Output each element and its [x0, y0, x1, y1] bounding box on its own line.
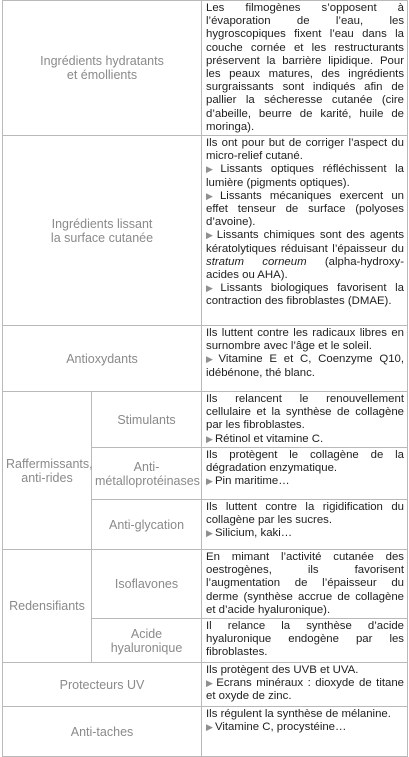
list-item: ▶ Silicium, kaki… — [206, 527, 293, 540]
description-protecteurs-uv: Ils protègent des UVB et UVA. ▶ Ecrans minéraux : dioxyde de titane et oxyde de zinc. — [202, 663, 408, 707]
list-item: ▶ Ecrans minéraux : dioxyde de titane et oxyde de zinc. — [206, 677, 405, 703]
description-anti-glycation: Ils luttent contre la rigidification du collagène par les sucres. ▶ Silicium, kaki… — [202, 500, 408, 550]
description-anti-taches: Ils régulent la synthèse de mélanine. ▶ Vitamine C, procystéine… — [202, 707, 408, 757]
list-item: ▶ Rétinol et vitamine C. — [206, 432, 324, 445]
category-stimulants: Stimulants — [92, 392, 202, 448]
category-anti-glycation: Anti-glycation — [92, 500, 202, 550]
list-item: ▶ Vitamine C, procystéine… — [206, 721, 347, 734]
table-row — [3, 392, 408, 448]
description-antioxydants: Ils luttent contre les radicaux libres en surnombre avec l’âge et le soleil. ▶ Vitamine E et C, Coenzyme Q10, idébénone, thé blanc. — [202, 326, 408, 392]
description-hydratants: Les filmogènes s’opposent à l’évaporation de l’eau, les hygroscopiques fixent l’eau dans la couche cornée et les restructurants préservent la barrière lipidique. Pour les peaux matures, des ingrédients surgraissants sont indiqués afin de pallier la sécheresse cutanée (cire d’abeille, beurre de karité, huile de moringa). — [202, 1, 408, 136]
table-row — [3, 136, 408, 326]
description-acide-hyaluronique: Il relance la synthèse d’acide hyaluronique endogène par les fibroblastes. — [202, 619, 408, 663]
ingredients-table — [2, 0, 408, 757]
table-row — [3, 663, 408, 707]
group-raffermissants: Raffermissants, anti-rides — [3, 392, 92, 550]
list-item: ▶ Pin maritime… — [206, 475, 290, 488]
category-isoflavones: Isoflavones — [92, 550, 202, 619]
triangle-right-icon: ▶ — [206, 190, 218, 201]
category-lissant: Ingrédients lissant la surface cutanée — [3, 136, 202, 326]
triangle-right-icon: ▶ — [206, 164, 219, 175]
table-row — [3, 326, 408, 392]
triangle-right-icon: ▶ — [206, 433, 213, 444]
category-anti-taches: Anti-taches — [3, 707, 202, 757]
list-item: ▶ Lissants optiques réfléchissent la lumière (pigments optiques). — [206, 163, 405, 189]
list-item: ▶ Vitamine E et C, Coenzyme Q10, idébénone, thé blanc. — [206, 353, 405, 379]
category-hydratants: Ingrédients hydratants et émollients — [3, 1, 202, 136]
triangle-right-icon: ▶ — [206, 230, 215, 241]
triangle-right-icon: ▶ — [206, 283, 219, 294]
list-item: ▶ Lissants mécaniques exercent un effet tenseur de surface (polyoses d’avoine). — [206, 189, 405, 229]
table-row — [3, 550, 408, 619]
category-anti-metalloproteinases: Anti- métalloprotéinases — [92, 448, 202, 500]
triangle-right-icon: ▶ — [206, 722, 213, 733]
category-acide-hyaluronique: Acide hyaluronique — [92, 619, 202, 663]
table-row — [3, 1, 408, 136]
description-anti-metalloproteinases: Ils protègent le collagène de la dégradation enzymatique. ▶ Pin maritime… — [202, 448, 408, 500]
list-item: ▶ Lissants biologiques favorisent la contraction des fibroblastes (DMAE). — [206, 282, 405, 308]
table-row — [3, 707, 408, 757]
description-isoflavones: En mimant l’activité cutanée des oestrogènes, ils favorisent l’augmentation de l’épaisseur du derme (synthèse accrue de collagène et d’acide hyaluronique). — [202, 550, 408, 619]
list-item: ▶ Lissants chimiques sont des agents kératolytiques réduisant l’épaisseur du stratum corneum (alpha-hydroxy-acides ou AHA). — [206, 229, 405, 282]
triangle-right-icon: ▶ — [206, 528, 213, 539]
triangle-right-icon: ▶ — [206, 354, 217, 365]
category-protecteurs-uv: Protecteurs UV — [3, 663, 202, 707]
group-redensifiants: Redensifiants — [3, 550, 92, 663]
triangle-right-icon: ▶ — [206, 476, 213, 487]
description-stimulants: Ils relancent le renouvellement cellulaire et la synthèse de collagène par les fibroblastes. ▶ Rétinol et vitamine C. — [202, 392, 408, 448]
description-lissant: Ils ont pour but de corriger l’aspect du micro-relief cutané. ▶ Lissants optiques réfléchissent la lumière (pigments optiques). ▶ Lissants mécaniques exercent un effet tenseur de surface (polyoses d’avoine). ▶ Lissants chimiques sont des agents kératolytiques réduisant l’épaisseur du stratum corneum (alpha-hydroxy-acides ou AHA). ▶ Lissants biologiques favorisent la contraction des fibroblastes (DMAE). — [202, 136, 408, 326]
triangle-right-icon: ▶ — [206, 678, 215, 689]
category-antioxydants: Antioxydants — [3, 326, 202, 392]
